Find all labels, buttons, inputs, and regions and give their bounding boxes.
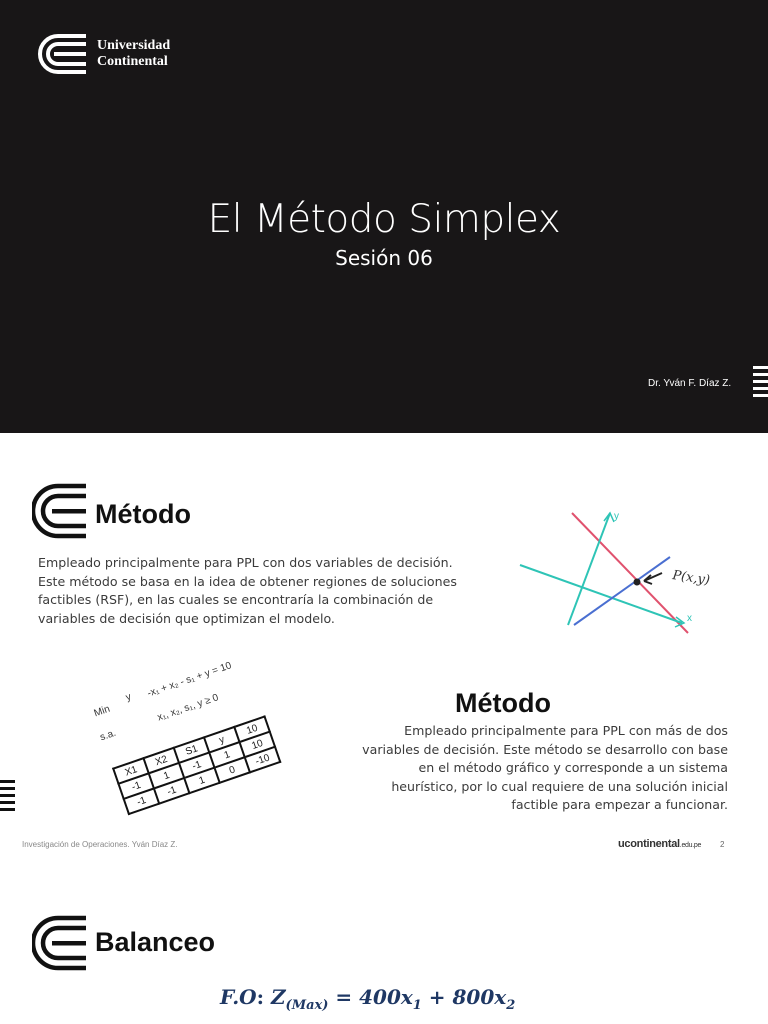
paragraph-line: en el método gráfico y corresponde a un sistema (418, 760, 728, 775)
logo-line-1: Universidad (97, 38, 171, 53)
presentation-subtitle: Sesión 06 (335, 246, 433, 270)
formula-colon: : (256, 985, 271, 1009)
table-cell: X2 (144, 748, 179, 774)
table-cell: 1 (209, 742, 244, 768)
paragraph-line: Este método se basa en la idea de obtener regiones de soluciones (38, 573, 457, 589)
paragraph-line: Empleado principalmente para PPL con más de dos (404, 723, 728, 738)
simplex-table (112, 715, 281, 815)
graph-label-x: x (687, 613, 692, 624)
footer-course: Investigación de Operaciones. Yván Díaz Z. (22, 840, 178, 849)
scribble-equation-2: x₁, x₂, s₁, y ≥ 0 (156, 692, 221, 724)
table-cell: -10 (245, 747, 280, 773)
footer-brand-name: ucontinental (618, 838, 680, 850)
table-cell: -1 (118, 773, 153, 799)
brand-logo-icon (32, 915, 88, 971)
paragraph-line: heurístico, por lo cual requiere de una solución inicial (391, 778, 728, 794)
section-heading-method-2: Método (455, 688, 551, 718)
scribble-min: Min (92, 703, 112, 720)
formula-z: Z (270, 985, 286, 1009)
footer-brand (618, 838, 701, 850)
paragraph-line: variables de decisión. Este método se desarrollo con base (362, 741, 728, 757)
table-cell: 1 (149, 763, 184, 789)
method-slide (0, 433, 768, 863)
presentation-title: El Método Simplex (207, 197, 561, 242)
author-name: Dr. Yván F. Díaz Z. (648, 378, 732, 389)
formula-sub-1: 1 (412, 998, 422, 1013)
table-cell: y (204, 727, 239, 753)
paragraph-line: factibles (RSF), en las cuales se encontraría la combinación de (38, 592, 434, 607)
objective-function-formula (220, 985, 515, 1013)
table-cell: -1 (154, 778, 189, 804)
paragraph-line: Empleado principalmente para PPL con dos variables de decisión. (38, 555, 453, 570)
paragraph-simplex-method (330, 722, 728, 815)
graph-label-point: P(x,y) (671, 568, 711, 589)
scribble-y: y (124, 691, 133, 704)
table-cell: 1 (184, 768, 219, 794)
scribble-st: s.a. (98, 727, 118, 744)
university-logo-icon (34, 33, 90, 75)
stripes-decoration-icon (0, 780, 15, 815)
table-cell: X1 (113, 758, 148, 784)
section-heading-method: Método (95, 499, 191, 529)
section-heading-balance: Balanceo (95, 927, 216, 957)
formula-sub-2: 2 (506, 998, 516, 1013)
simplex-table-image (112, 715, 281, 815)
paragraph-line: factible para empezar a funcionar. (511, 797, 728, 812)
table-cell: S1 (174, 737, 209, 763)
formula-term-1: = 400x (328, 985, 413, 1009)
balance-slide (0, 863, 768, 1024)
stripes-decoration-icon (753, 366, 768, 401)
logo-line-2: Continental (97, 54, 168, 69)
formula-fo: F.O (220, 985, 257, 1009)
formula-term-2: + 800x (421, 985, 507, 1009)
page-number: 2 (720, 840, 725, 849)
table-cell: 10 (234, 717, 269, 743)
table-cell: 0 (214, 757, 249, 783)
footer-brand-suffix: .edu.pe (679, 842, 702, 849)
paragraph-line: variables de decisión que optimizan el modelo. (38, 610, 335, 626)
graph-illustration (510, 505, 740, 645)
table-cell: -1 (179, 752, 214, 778)
brand-logo-icon (32, 483, 88, 539)
graph-label-y: y (614, 511, 619, 522)
title-slide (0, 0, 768, 433)
paragraph-graphic-method (38, 554, 488, 628)
formula-z-subscript: (Max) (285, 998, 329, 1013)
table-cell: -1 (124, 788, 159, 814)
table-cell: 10 (240, 732, 275, 758)
scribble-equation-1: -x₁ + x₂ - s₁ + y = 10 (146, 660, 233, 700)
